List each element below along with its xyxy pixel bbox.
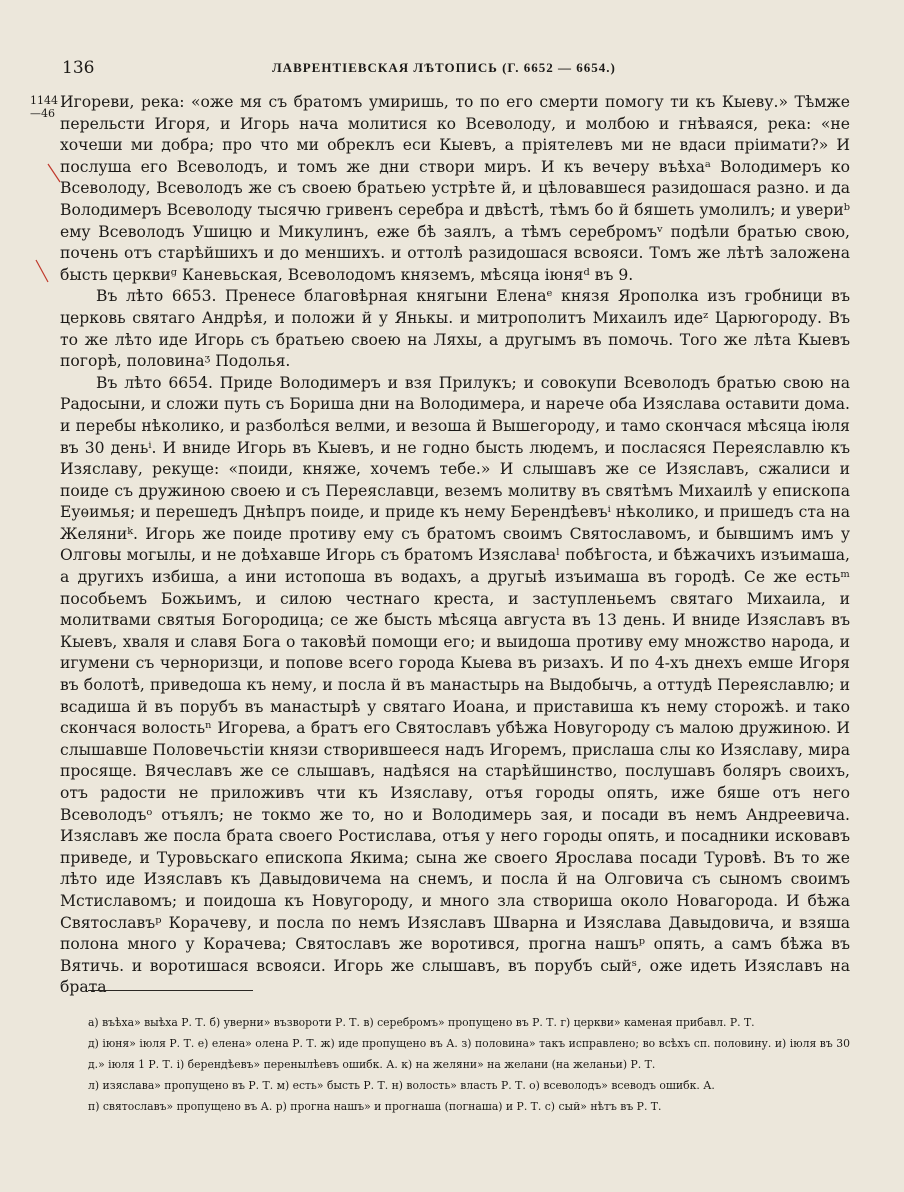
footnote-line: п) святославъ» пропущено въ А. р) прогна нашъ» и прогнаша (погнаша) и Р. Т. с) сый» нѣтъ въ Р. Т. <box>88 1100 662 1113</box>
running-title: ЛАВРЕНТІЕВСКАЯ ЛѢТОПИСЬ (Г. 6652 — 6654.) <box>272 60 616 75</box>
year-margin-line: 1144 <box>30 94 58 107</box>
year-margin-note <box>30 94 60 120</box>
pencil-mark-icon <box>34 258 50 284</box>
footnote-line: д) iюня» iюля Р. Т. е) елена» олена Р. Т. ж) иде пропущено въ А. з) половина» такъ исправлено; во всѣхъ сп. половину. и) iюля въ 30 д.» iюля 1 Р. Т. i) берендѣевъ» перенылѣевъ ошибк. А. к) на желяни» на желани (на желаньи) Р. Т. <box>88 1037 850 1071</box>
chronicle-body <box>60 92 850 999</box>
paragraph: Въ лѣто 6653. Пренесе благовѣрная княгыни Еленаᵉ князя Ярополка изъ гробници въ церковь святаго Андрѣя, и положи й у Янькы. и митрополитъ Михаилъ идеᶻ Царюгороду. Въ то же лѣто иде Игорь съ братьею своею на Ляхы, а другымъ въ помочь. Того же лѣта Кыевъ погорѣ, половинаᶾ Подолья. <box>60 287 850 371</box>
footnotes <box>88 1012 850 1117</box>
footnote-line: а) въѣха» выѣха Р. Т. б) уверни» възвороти Р. Т. в) серебромъ» пропущено въ Р. Т. г) церкви» каменая прибавл. Р. Т. <box>88 1016 755 1029</box>
page-header <box>62 58 852 80</box>
year-margin-line: —46 <box>30 107 55 120</box>
footnote-divider <box>88 990 253 991</box>
paragraph: Въ лѣто 6654. Приде Володимеръ и взя Прилукъ; и совокупи Всеволодъ братью свою на Радосыни, и сложи путь съ Бориша дни на Володимера, и нарече оба Изяслава оставити дома. и перебы нѣколико, и разболѣся велми, и везоша й Вышегороду, и тамо скончася мѣсяца iюля въ 30 деньⁱ. И вниде Игорь въ Кыевъ, и не годно бысть людемъ, и посласяся Переяславлю къ Изяславу, рекуще: «поиди, княже, хочемъ тебе.» И слышавъ же се Изяславъ, сжалиси и поиде съ дружиною своею и съ Переяславци, веземъ молитву въ святѣмъ Михаилѣ у епископа Еуѳимья; и перешедъ Днѣпръ поиде, и приде къ нему Берендѣевъⁱ нѣколико, и пришедъ ста на Желяниᵏ. Игорь же поиде противу ему съ братомъ своимъ Святославомъ, и бывшимъ имъ у Олговы могылы, и не доѣхавше Игорь съ братомъ Изяславаˡ побѣгоста, и бѣжачихъ изъимаша, а другихъ избиша, а ини истопоша въ водахъ, а другыѣ изъимаша въ городѣ. Се же естьᵐ пособьемъ Божьимъ, и силою честнаго креста, и заступленьемъ святаго Михаила, и молитвами святыя Богородица; се же бысть мѣсяца августа въ 13 день. И вниде Изяславъ въ Кыевъ, хваля и славя Бога о таковѣй помощи его; и выидоша противу ему множство народа, и игумени съ черноризци, и попове всего города Кыева въ ризахъ. И по 4-хъ днехъ емше Игоря въ болотѣ, приведоша къ нему, и посла й въ манастырь на Выдобычь, а оттудѣ Переяславлю; и всадиша й въ порубъ въ манастырѣ у святаго Иоана, и приставиша къ нему сторожѣ. и тако скончася волостьⁿ Игорева, а братъ его Святославъ убѣжа Новугороду съ малою дружиною. И слышавше Половечьстiи князи створившееся надъ Игоремъ, прислаша слы ко Изяславу, мира просяще. Вячеславъ же се слышавъ, надѣяся на старѣйшинство, послушавъ боляръ своихъ, отъ радости не приложивъ чти къ Изяславу, отъя городы опять, иже бяше отъ него Всеволодъᵒ отъялъ; не токмо же то, но и Володимерь зая, и посади въ немъ Андреевича. Изяславъ же посла брата своего Ростислава, отъя у него городы опять, и посадники исковавъ приведе, и Туровьскаго епископа Якима; сына же своего Ярослава посади Туровѣ. Въ то же лѣто иде Изяславъ къ Давыдовичема на снемъ, и посла й на Олговича съ сыномъ своимъ Мстиславомъ; и поидоша къ Новугороду, и много зла створиша около Новагорода. И бѣжа Святославъᵖ Корачеву, и посла по немъ Изяславъ Шварна и Изяслава Давыдовича, и взяша полона много у Корачева; Святославъ же воротився, прогна нашъᵖ опять, а самъ бѣжа въ Вятичь. и воротишася всвояси. Игорь же слышавъ, въ порубъ сыйˢ, оже идеть Изяславъ на брата <box>60 373 850 997</box>
footnote-line: л) изяслава» пропущено въ Р. Т. м) есть» бысть Р. Т. н) волость» власть Р. Т. о) всеволодъ» всеводъ ошибк. А. <box>88 1079 715 1092</box>
paragraph: Игореви, река: «оже мя съ братомъ умиришь, то по его смерти помогу ти къ Кыеву.» Тѣмже перельсти Игоря, и Игорь нача молитися ко Всеволоду, и молбою и гнѣваяся, река: «не хочеши ми добра; про что ми обреклъ еси Кыевъ, а прiятелевъ ми не вдаси прiимати?» И послуша его Всеволодъ, и томъ же дни створи миръ. И къ вечеру въѣхаᵃ Володимеръ ко Всеволоду, Всеволодъ же съ своею братьею устрѣте й, и цѣловавшеся разидошася разно. и да Володимеръ Всеволоду тысячю гривенъ серебра и двѣстѣ, тѣмъ бо й бяшеть умолилъ; и увериᵇ ему Всеволодъ Ушицю и Микулинъ, еже бѣ заялъ, а тѣмъ серебромъᵛ подѣли братью свою, почень отъ старѣйшихъ и до меншихъ. и оттолѣ разидошася всвояси. Томъ же лѣтѣ заложена бысть церквиᵍ Каневьская, Всеволодомъ княземъ, мѣсяца iюняᵈ въ 9. <box>60 93 850 284</box>
page-number: 136 <box>62 58 95 78</box>
